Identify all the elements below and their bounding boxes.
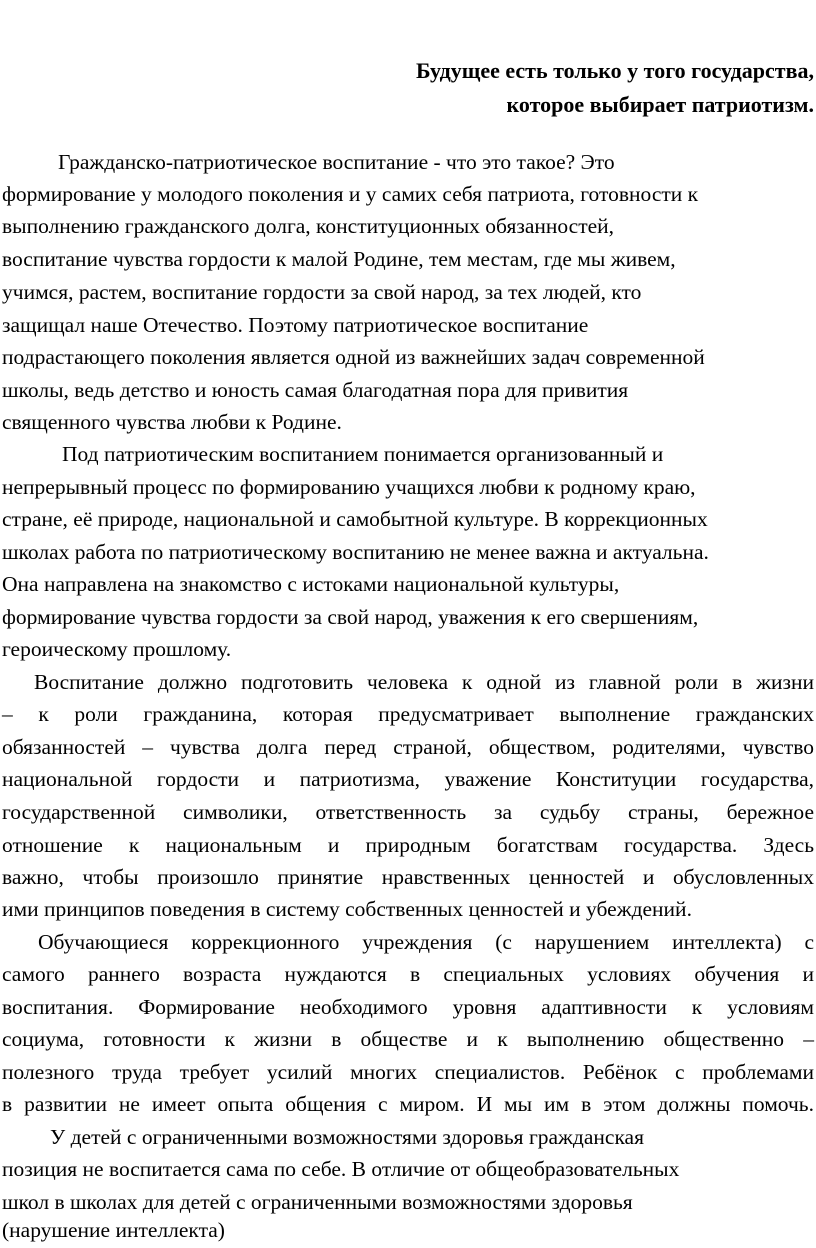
- epigraph: [416, 54, 814, 122]
- paragraph-line: школы, ведь детство и юность самая благодатная пора для привития: [2, 378, 629, 402]
- paragraph-line: позиция не воспитается сама по себе. В отличие от общеобразовательных: [2, 1157, 680, 1181]
- paragraph-line: в развитии не имеет опыта общения с миром. И мы им в этом должны помочь.: [2, 1092, 814, 1116]
- paragraph-line: важно, чтобы произошло принятие нравственных ценностей и обусловленных: [2, 865, 814, 889]
- paragraph-line: У детей с ограниченными возможностями здоровья гражданская: [50, 1125, 644, 1149]
- paragraph-line: обязанностей – чувства долга перед страной, обществом, родителями, чувство: [2, 735, 814, 759]
- paragraph-line: ими принципов поведения в систему собственных ценностей и убеждений.: [2, 897, 692, 921]
- paragraph-line: стране, её природе, национальной и самобытной культуре. В коррекционных: [2, 507, 708, 531]
- paragraph-line: Воспитание должно подготовить человека к одной из главной роли в жизни: [34, 670, 814, 694]
- paragraph-line: государственной символики, ответственность за судьбу страны, бережное: [2, 800, 814, 824]
- paragraph-line: формирование чувства гордости за свой народ, уважения к его свершениям,: [2, 605, 699, 629]
- paragraph-line: отношение к национальным и природным богатствам государства. Здесь: [2, 833, 814, 857]
- paragraph-line: формирование у молодого поколения и у самих себя патриота, готовности к: [2, 182, 699, 206]
- epigraph-line: которое выбирает патриотизм.: [506, 92, 814, 117]
- paragraph-line: Она направлена на знакомство с истоками национальной культуры,: [2, 572, 620, 596]
- epigraph-line: Будущее есть только у того государства,: [416, 58, 814, 83]
- paragraph-line: полезного труда требует усилий многих специалистов. Ребёнок с проблемами: [2, 1060, 814, 1084]
- paragraph-line: защищал наше Отечество. Поэтому патриотическое воспитание: [2, 313, 589, 337]
- paragraph-line: непрерывный процесс по формированию учащихся любви к родному краю,: [2, 475, 696, 499]
- paragraph-line: (нарушение интеллекта): [2, 1218, 225, 1242]
- paragraph-line: Под патриотическим воспитанием понимается организованный и: [62, 442, 664, 466]
- paragraph-line: самого раннего возраста нуждаются в специальных условиях обучения и: [2, 962, 814, 986]
- paragraph-line: национальной гордости и патриотизма, уважение Конституции государства,: [2, 767, 814, 791]
- paragraph-line: священного чувства любви к Родине.: [2, 410, 342, 434]
- paragraph-line: школ в школах для детей с ограниченными возможностями здоровья: [2, 1190, 633, 1214]
- paragraph-line: подрастающего поколения является одной из важнейших задач современной: [2, 345, 705, 369]
- paragraph-line: учимся, растем, воспитание гордости за свой народ, за тех людей, кто: [2, 280, 642, 304]
- paragraph-line: героическому прошлому.: [2, 637, 232, 661]
- paragraph-line: школах работа по патриотическому воспитанию не менее важна и актуальна.: [2, 540, 709, 564]
- paragraph-line: Гражданско-патриотическое воспитание - что это такое? Это: [58, 150, 615, 174]
- paragraph-line: – к роли гражданина, которая предусматривает выполнение гражданских: [2, 702, 814, 726]
- paragraph-line: социума, готовности к жизни в обществе и к выполнению общественно –: [2, 1027, 814, 1051]
- paragraph-line: Обучающиеся коррекционного учреждения (с нарушением интеллекта) с: [38, 930, 814, 954]
- paragraph-line: выполнению гражданского долга, конституционных обязанностей,: [2, 214, 615, 238]
- paragraph-line: воспитание чувства гордости к малой Родине, тем местам, где мы живем,: [2, 247, 676, 271]
- paragraph-line: воспитания. Формирование необходимого уровня адаптивности к условиям: [2, 995, 814, 1019]
